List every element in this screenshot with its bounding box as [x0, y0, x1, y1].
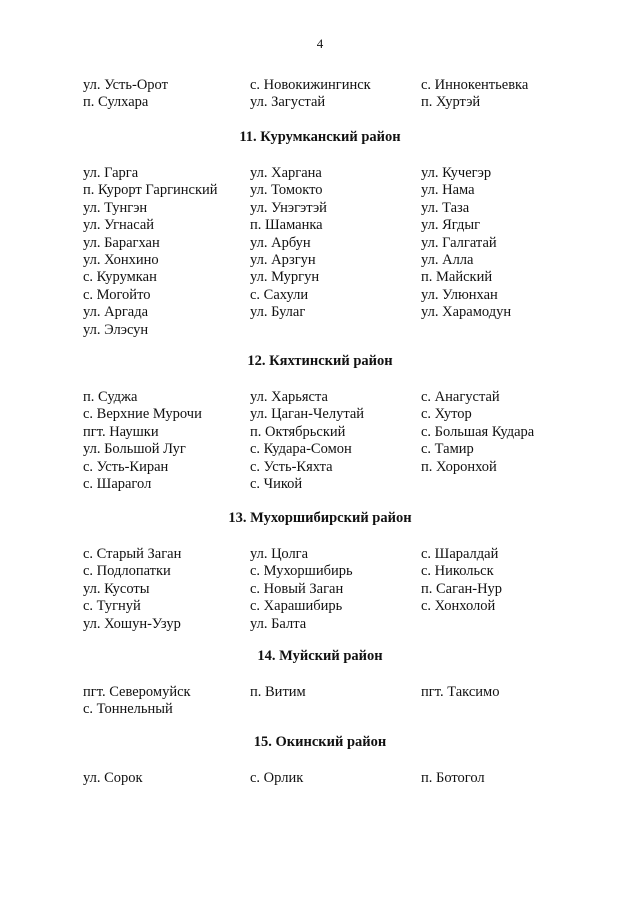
settlement-column-2 [250, 770, 303, 787]
settlement-entry: с. Хонхолой [421, 598, 496, 615]
section-heading: 15. Окинский район [253, 734, 387, 750]
settlement-entry: с. Подлопатки [83, 563, 171, 580]
settlement-entry: ул. Алла [421, 251, 474, 268]
settlement-entry: с. Иннокентьевка [421, 77, 529, 93]
settlement-entry: п. Шаманка [250, 217, 323, 234]
settlement-column-2 [250, 77, 371, 112]
settlement-entry: с. Шаралдай [421, 546, 499, 562]
settlement-entry: п. Хуртэй [421, 94, 481, 111]
settlement-entry: с. Мухоршибирь [250, 563, 353, 580]
settlement-entry: ул. Угнасай [83, 217, 155, 234]
settlement-entry: п. Майский [421, 269, 493, 286]
settlement-entry: ул. Харгана [250, 165, 322, 181]
settlement-entry: ул. Харамодун [421, 304, 512, 321]
settlement-entry: п. Суджа [83, 389, 138, 405]
settlement-column-1 [83, 684, 191, 719]
settlement-entry: ул. Кусоты [83, 580, 150, 597]
settlement-entry: ул. Усть-Орот [83, 77, 168, 93]
settlement-entry: п. Курорт Гаргинский [83, 182, 218, 199]
settlement-entry: ул. Таза [421, 199, 470, 216]
settlement-entry: ул. Элэсун [83, 321, 149, 338]
section-muya [0, 648, 640, 718]
settlement-entry: с. Новый Заган [250, 580, 344, 597]
settlement-entry: пгт. Наушки [83, 423, 159, 440]
settlement-entry: с. Кудара-Сомон [250, 441, 352, 458]
settlement-entry: ул. Балта [250, 615, 307, 632]
settlement-column-1 [83, 77, 168, 112]
settlement-entry: п. Витим [250, 684, 306, 700]
settlement-entry: п. Хоронхой [421, 458, 497, 475]
settlement-entry: с. Анагустай [421, 389, 500, 405]
settlement-entry: с. Тамир [421, 441, 474, 458]
settlement-entry: с. Могойто [83, 286, 151, 303]
settlement-column-1 [83, 770, 143, 787]
settlement-entry: с. Большая Кудара [421, 423, 535, 440]
settlement-entry: ул. Гарга [83, 165, 139, 181]
settlement-entry: ул. Аргада [83, 304, 149, 321]
settlement-entry: ул. Хонхино [83, 251, 159, 268]
settlement-entry: п. Саган-Нур [421, 580, 503, 597]
settlement-entry: с. Верхние Мурочи [83, 406, 202, 423]
settlement-column-1 [83, 165, 218, 339]
section-heading: 12. Кяхтинский район [247, 353, 393, 369]
settlement-entry: ул. Мургун [250, 269, 320, 286]
page-number: 4 [316, 36, 324, 51]
settlement-column-3 [421, 770, 485, 787]
settlement-column-1 [83, 546, 181, 633]
settlement-entry: ул. Цолга [250, 546, 309, 562]
settlement-entry: с. Орлик [250, 770, 304, 786]
settlement-entry: с. Шарагол [83, 475, 152, 492]
settlement-entry: пгт. Таксимо [421, 684, 500, 700]
settlement-entry: с. Сахули [250, 286, 309, 303]
settlement-column-2 [250, 165, 327, 322]
settlement-entry: пгт. Северомуйск [83, 684, 191, 700]
section-heading: 11. Курумканский район [239, 129, 401, 145]
settlement-entry: п. Ботогол [421, 770, 485, 786]
settlement-entry: с. Тоннельный [83, 701, 173, 718]
settlement-column-3 [421, 77, 528, 112]
settlement-column-2 [250, 389, 364, 493]
section-heading: 14. Муйский район [257, 648, 383, 664]
section-kyakhta [0, 353, 640, 492]
settlement-column-2 [250, 546, 353, 633]
settlement-entry: ул. Кучегэр [421, 165, 492, 181]
settlement-entry: ул. Улюнхан [421, 286, 498, 303]
settlement-entry: с. Чикой [250, 475, 303, 492]
settlement-entry: ул. Сорок [83, 770, 143, 786]
settlement-entry: с. Хутор [421, 406, 472, 423]
settlement-entry: с. Никольск [421, 563, 494, 580]
settlement-entry: ул. Большой Луг [83, 441, 186, 458]
settlement-entry: п. Октябрьский [250, 423, 346, 440]
settlement-column-3 [421, 684, 499, 701]
settlement-entry: с. Новокижингинск [250, 77, 371, 93]
settlement-entry: с. Тугнуй [83, 598, 141, 615]
settlement-entry: п. Сулхара [83, 94, 149, 111]
settlement-entry: ул. Унэгэтэй [250, 199, 327, 216]
settlement-column-1 [83, 389, 202, 493]
settlement-entry: ул. Томокто [250, 182, 323, 199]
settlement-entry: с. Усть-Киран [83, 458, 169, 475]
section-kurumkan [0, 129, 640, 338]
settlement-entry: с. Старый Заган [83, 546, 182, 562]
settlement-entry: с. Усть-Кяхта [250, 458, 333, 475]
settlement-entry: ул. Булаг [250, 304, 306, 321]
settlement-entry: ул. Харьяста [250, 389, 328, 405]
settlement-column-3 [421, 389, 534, 476]
settlement-entry: ул. Хошун-Узур [83, 615, 181, 632]
settlement-entry: ул. Арзгун [250, 251, 316, 268]
settlement-entry: ул. Тунгэн [83, 199, 148, 216]
settlement-column-3 [421, 546, 502, 616]
section-heading: 13. Мухоршибирский район [228, 510, 412, 526]
section-mukhorshibir [0, 510, 640, 632]
settlement-entry: ул. Ягдыг [421, 217, 481, 234]
section-oka [0, 734, 640, 786]
settlement-entry: ул. Галгатай [421, 234, 497, 251]
settlement-entry: ул. Арбун [250, 234, 311, 251]
settlement-entry: ул. Нама [421, 182, 475, 199]
settlement-entry: ул. Цаган-Челутай [250, 406, 365, 423]
settlement-column-2 [250, 684, 306, 701]
settlement-column-3 [421, 165, 511, 322]
settlement-entry: с. Харашибирь [250, 598, 343, 615]
settlement-entry: с. Курумкан [83, 269, 157, 286]
settlement-entry: ул. Загустай [250, 94, 326, 111]
settlement-entry: ул. Барагхан [83, 234, 160, 251]
